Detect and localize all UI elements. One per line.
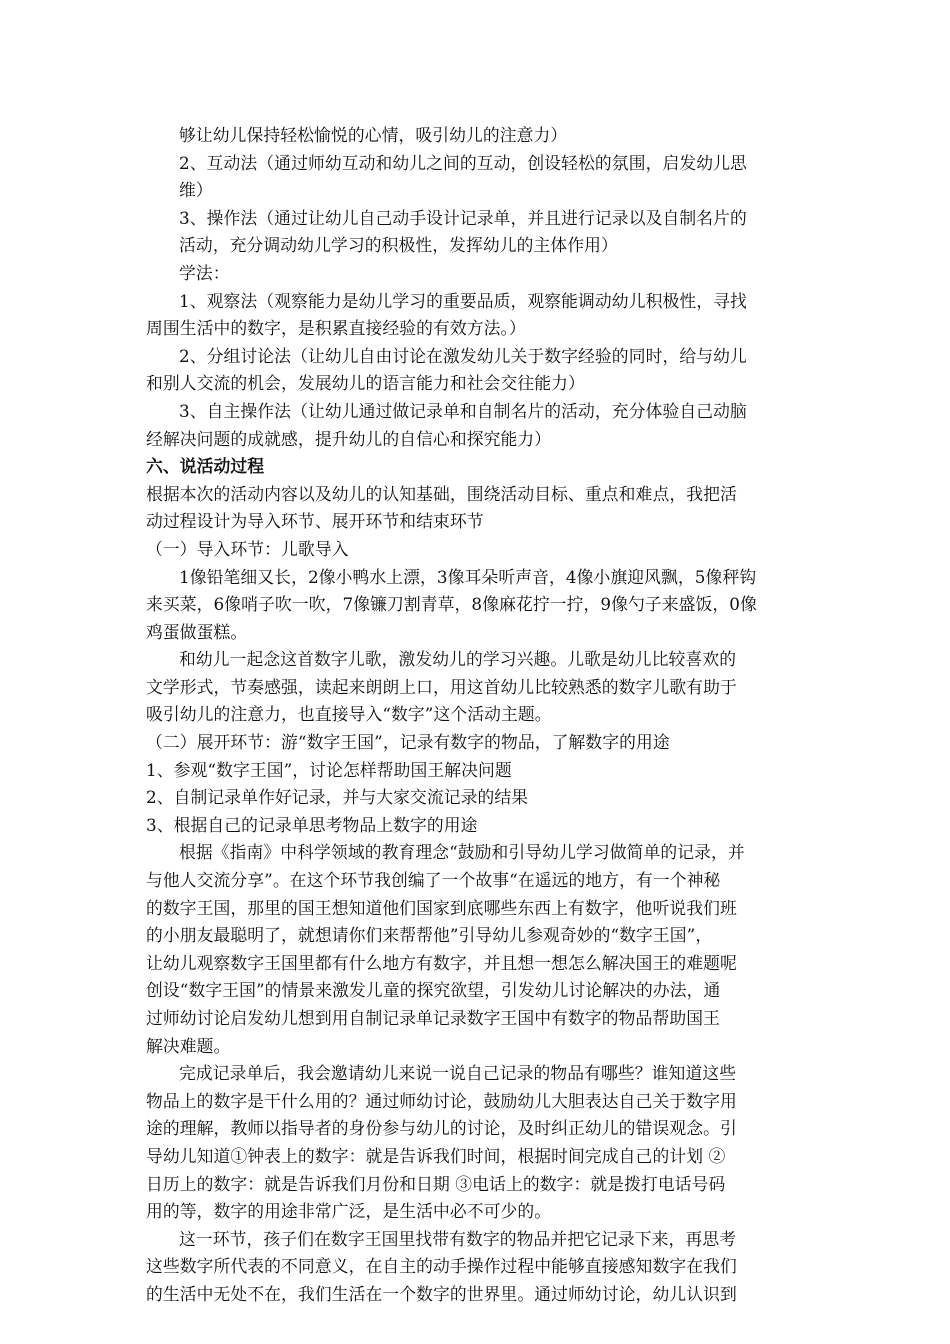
text-line: 动过程设计为导入环节、展开环节和结束环节 bbox=[146, 511, 484, 532]
text-line: 物品上的数字是干什么用的？通过师幼讨论，鼓励幼儿大胆表达自己关于数字用 bbox=[146, 1090, 737, 1111]
subsection-heading: （二）展开环节：游“数字王国”，记录有数字的物品，了解数字的用途 bbox=[146, 732, 670, 753]
document-page bbox=[146, 122, 810, 1309]
text-line: 和幼儿一起念这首数字儿歌，激发幼儿的学习兴趣。儿歌是幼儿比较喜欢的 bbox=[179, 649, 737, 670]
text-line: 2、分组讨论法（让幼儿自由讨论在激发幼儿关于数字经验的同时，给与幼儿 bbox=[179, 345, 747, 366]
text-line: 根据《指南》中科学领域的教育理念“鼓励和引导幼儿学习做简单的记录，并 bbox=[179, 842, 745, 863]
text-line: 经解决问题的成就感，提升幼儿的自信心和探究能力） bbox=[146, 428, 552, 449]
text-line: 用的等，数字的用途非常广泛，是生活中必不可少的。 bbox=[146, 1201, 552, 1222]
text-line: 来买菜，6像哨子吹一吹，7像镰刀割青草，8像麻花拧一拧，9像勺子来盛饭，0像 bbox=[146, 594, 757, 615]
list-item: 2、自制记录单作好记录，并与大家交流记录的结果 bbox=[146, 787, 529, 808]
text-line: 解决难题。 bbox=[146, 1035, 231, 1056]
text-line: 文学形式，节奏感强，读起来朗朗上口，用这首幼儿比较熟悉的数字儿歌有助于 bbox=[146, 676, 737, 697]
text-line: 的数字王国，那里的国王想知道他们国家到底哪些东西上有数字，他听说我们班 bbox=[146, 897, 737, 918]
text-line: 这些数字所代表的不同意义，在自主的动手操作过程中能够直接感知数字在我们 bbox=[146, 1256, 737, 1277]
text-line: 根据本次的活动内容以及幼儿的认知基础，围绕活动目标、重点和难点，我把活 bbox=[146, 483, 737, 504]
text-line: 的小朋友最聪明了，就想请你们来帮帮他”引导幼儿参观奇妙的“数字王国”， bbox=[146, 925, 713, 946]
text-line: 吸引幼儿的注意力，也直接导入“数字”这个活动主题。 bbox=[146, 704, 552, 725]
text-line: 3、自主操作法（让幼儿通过做记录单和自制名片的活动，充分体验自己动脑 bbox=[179, 400, 747, 421]
text-line: 维） bbox=[179, 180, 213, 201]
text-line: 完成记录单后，我会邀请幼儿来说一说自己记录的物品有哪些？谁知道这些 bbox=[179, 1063, 737, 1084]
text-line: 学法： bbox=[179, 262, 230, 283]
text-line: 周围生活中的数字，是积累直接经验的有效方法。） bbox=[146, 318, 526, 339]
text-line: 鸡蛋做蛋糕。 bbox=[146, 621, 248, 642]
text-line: 与他人交流分享”。在这个环节我创编了一个故事“在遥远的地方，有一个神秘 bbox=[146, 870, 721, 891]
text-line: 1像铅笔细又长，2像小鸭水上漂，3像耳朵听声音，4像小旗迎风飘，5像秤钩 bbox=[179, 566, 757, 587]
text-line: 活动，充分调动幼儿学习的积极性，发挥幼儿的主体作用） bbox=[179, 235, 618, 256]
text-line: 日历上的数字：就是告诉我们月份和日期 ③电话上的数字：就是拨打电话号码 bbox=[146, 1173, 726, 1194]
text-line: 创设“数字王国”的情景来激发儿童的探究欲望，引发幼儿讨论解决的办法，通 bbox=[146, 980, 721, 1001]
text-line: 3、操作法（通过让幼儿自己动手设计记录单，并且进行记录以及自制名片的 bbox=[179, 207, 747, 228]
text-line: 够让幼儿保持轻松愉悦的心情，吸引幼儿的注意力） bbox=[179, 125, 568, 145]
text-line: 这一环节，孩子们在数字王国里找带有数字的物品并把它记录下来，再思考 bbox=[179, 1228, 737, 1249]
text-line: 的生活中无处不在，我们生活在一个数字的世界里。通过师幼讨论，幼儿认识到 bbox=[146, 1283, 737, 1304]
subsection-heading: （一）导入环节：儿歌导入 bbox=[146, 538, 349, 559]
list-item: 1、参观“数字王国”，讨论怎样帮助国王解决问题 bbox=[146, 759, 512, 780]
text-line: 2、互动法（通过师幼互动和幼儿之间的互动，创设轻松的氛围，启发幼儿思 bbox=[179, 152, 747, 173]
text-line: 1、观察法（观察能力是幼儿学习的重要品质，观察能调动幼儿积极性，寻找 bbox=[179, 290, 747, 311]
section-heading: 六、说活动过程 bbox=[146, 456, 265, 477]
list-item: 3、根据自己的记录单思考物品上数字的用途 bbox=[146, 814, 478, 835]
text-line: 导幼儿知道①钟表上的数字：就是告诉我们时间，根据时间完成自己的计划 ② bbox=[146, 1145, 726, 1166]
text-line: 和别人交流的机会，发展幼儿的语言能力和社会交往能力） bbox=[146, 373, 585, 394]
text-line: 途的理解，教师以指导者的身份参与幼儿的讨论，及时纠正幼儿的错误观念。引 bbox=[146, 1118, 737, 1139]
text-line: 让幼儿观察数字王国里都有什么地方有数字，并且想一想怎么解决国王的难题呢 bbox=[146, 952, 737, 973]
text-line: 过师幼讨论启发幼儿想到用自制记录单记录数字王国中有数字的物品帮助国王 bbox=[146, 1008, 720, 1028]
